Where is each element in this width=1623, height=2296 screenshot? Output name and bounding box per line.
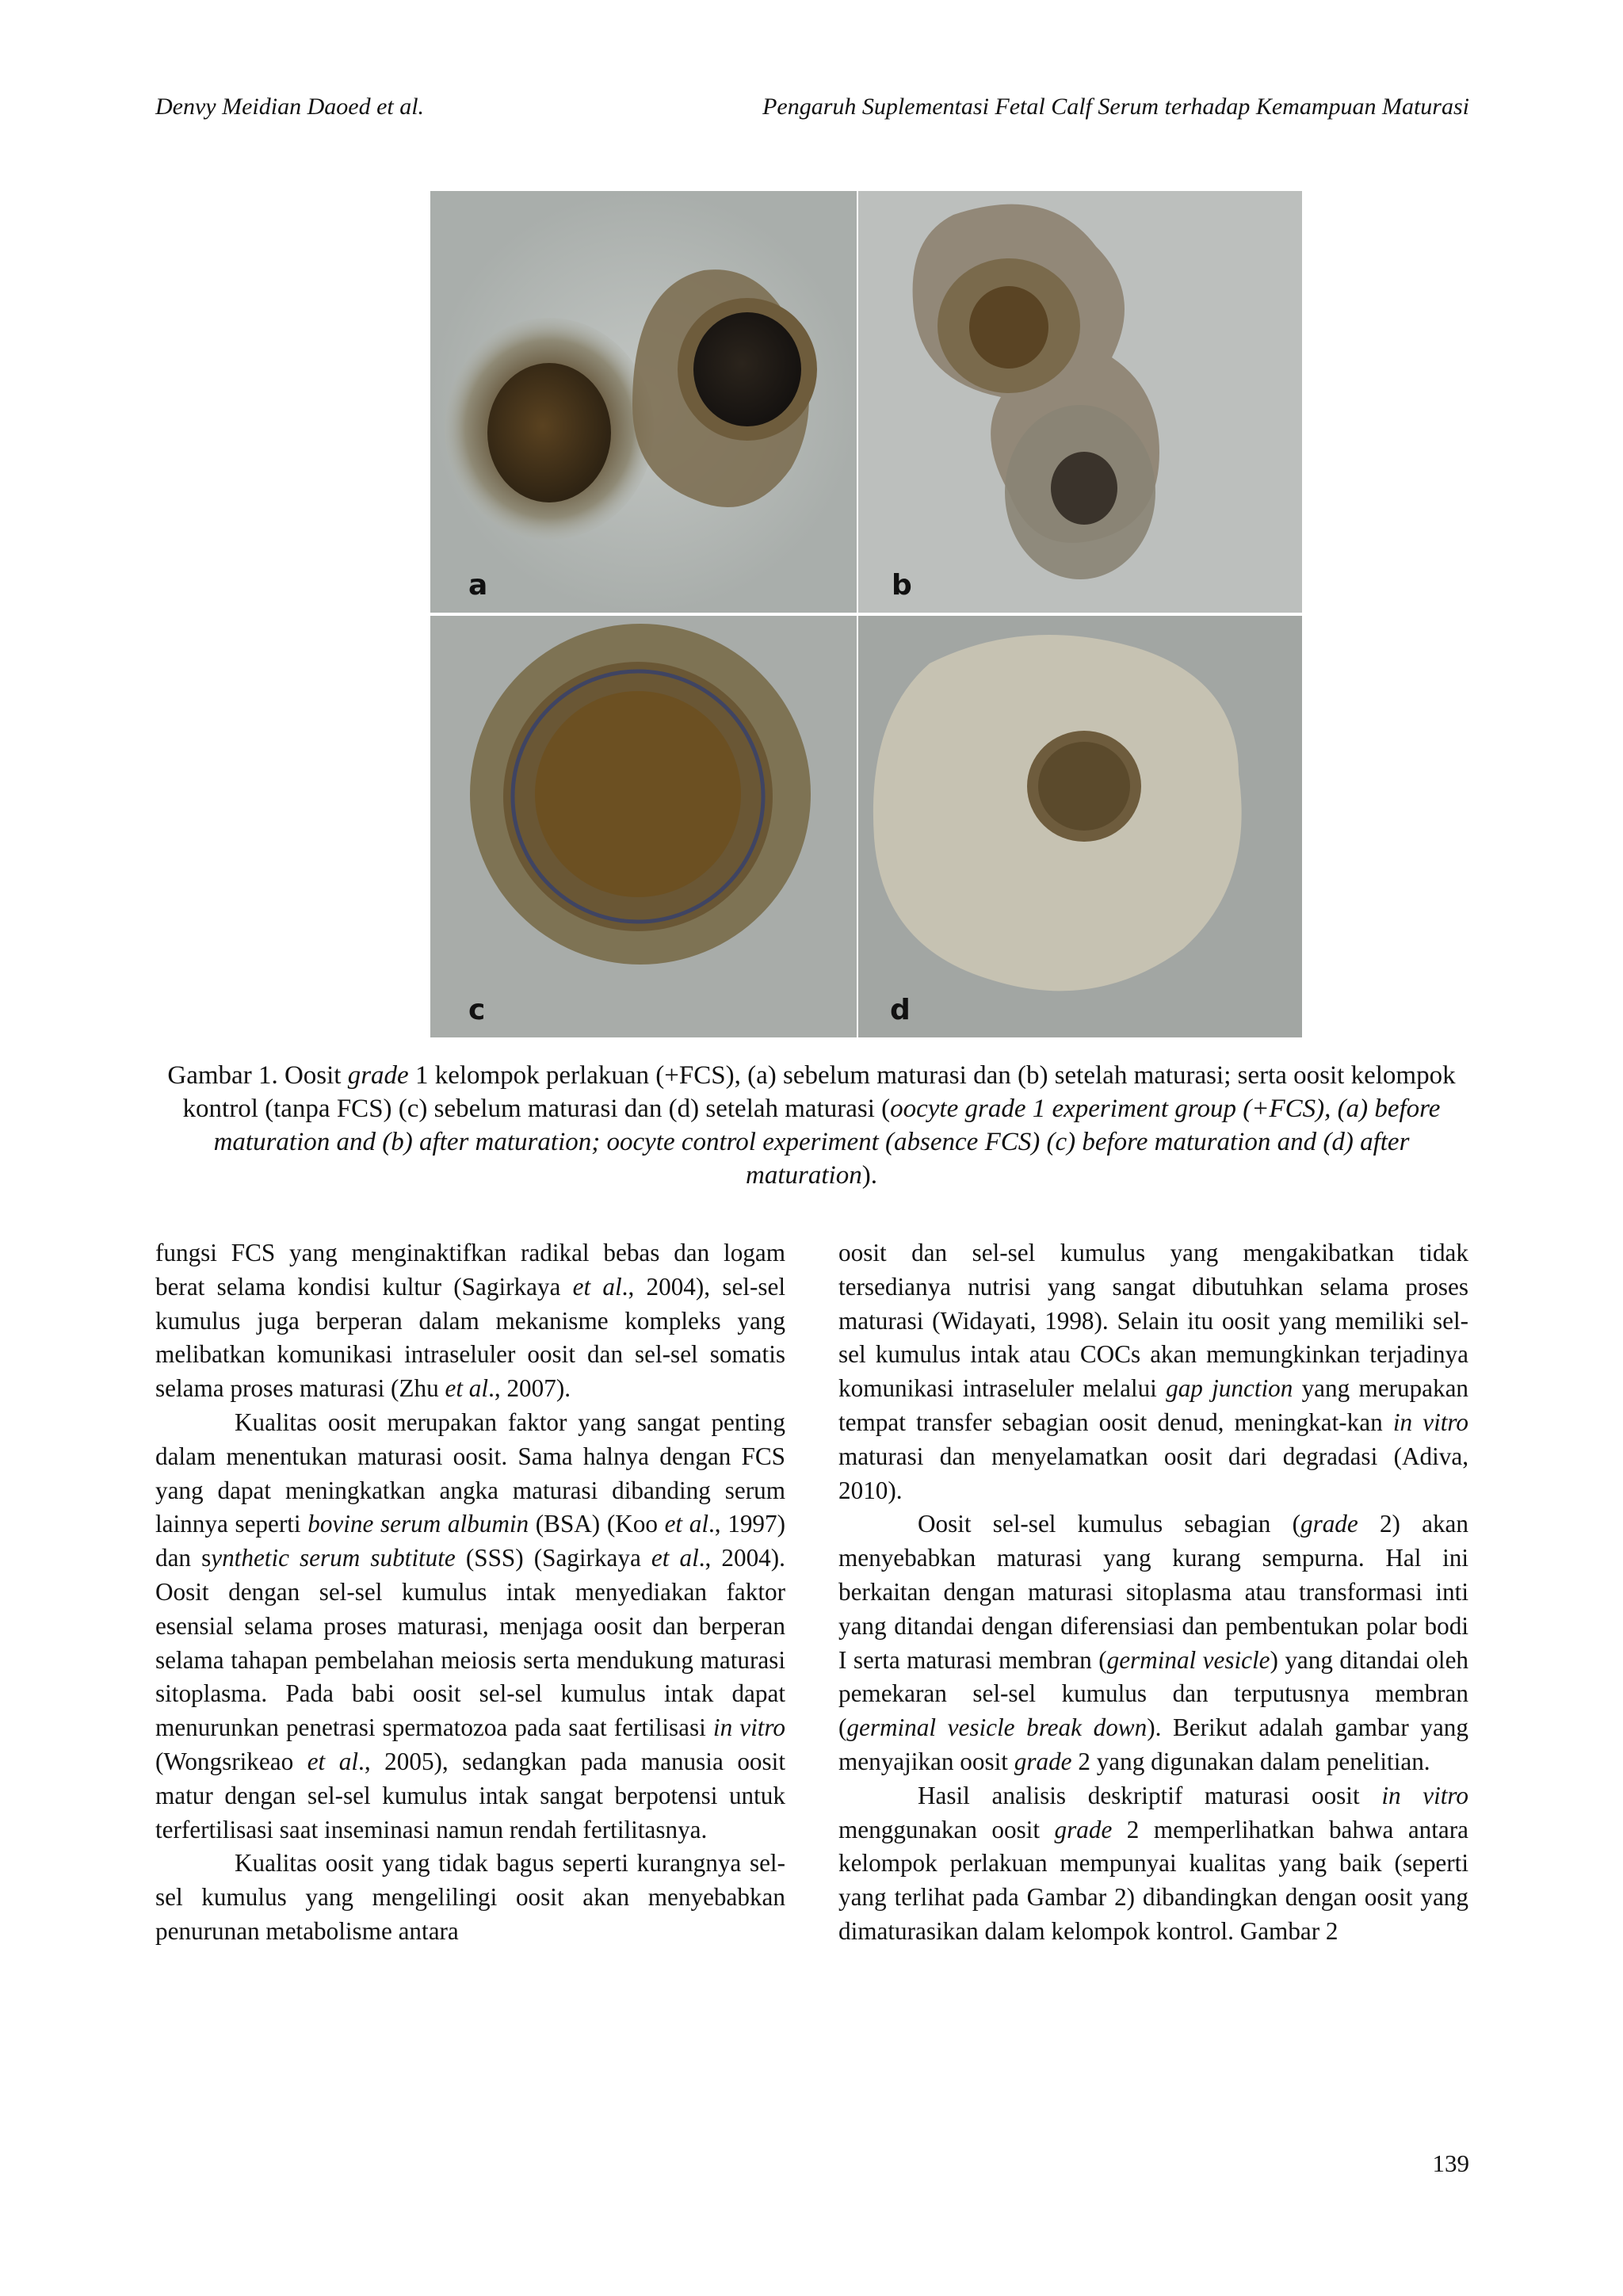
micrograph-panel-b: [858, 191, 1302, 613]
caption-italic: grade: [347, 1061, 409, 1090]
right-text-column: [838, 1236, 1468, 1949]
paragraph: fungsi FCS yang menginaktifkan radikal bebas dan logam berat selama kondisi kultur (Sagirkaya et al., 2004), sel-sel kumulus juga berperan dalam mekanisme kompleks yang melibatkan komunikasi intraseluler oosit dan sel-sel somatis selama proses maturasi (Zhu et al., 2007).: [155, 1239, 785, 1403]
micrograph-panel-d: [858, 616, 1302, 1037]
caption-text: 1 kelompok perlakuan (+FCS), (a) sebelum maturasi dan (b) setelah maturasi; serta oosit kelompok kontrol (tanpa FCS) (c) sebelum maturasi dan (d) setelah maturasi (: [182, 1061, 1456, 1123]
panel-label-c: c: [468, 994, 486, 1026]
figure-micrographs: [430, 191, 1302, 1037]
caption-text: ).: [861, 1161, 877, 1190]
panel-label-b: b: [892, 569, 912, 602]
figure-caption: [155, 1059, 1468, 1192]
micrograph-d-image: [858, 616, 1302, 1037]
left-text-column: [155, 1236, 785, 1949]
paragraph: Hasil analisis deskriptif maturasi oosit in vitro menggunakan oosit grade 2 memperlihatkan bahwa antara kelompok perlakuan mempunyai kualitas yang baik (seperti yang terlihat pada Gambar 2) dibandingkan dengan oosit yang dimaturasikan dalam kelompok kontrol. Gambar 2: [838, 1781, 1468, 1945]
paragraph: Kualitas oosit merupakan faktor yang sangat penting dalam menentukan maturasi oosit. Sama halnya dengan FCS yang dapat meningkatkan angka maturasi dibanding serum lainnya seperti bovine serum albumin (BSA) (Koo et al., 1997) dan synthetic serum subtitute (SSS) (Sagirkaya et al., 2004). Oosit dengan sel-sel kumulus intak menyediakan faktor esensial selama proses maturasi, menjaga oosit dan berperan selama tahapan pembelahan meiosis serta mendukung maturasi sitoplasma. Pada babi oosit sel-sel kumulus intak dapat menurunkan penetrasi spermatozoa pada saat fertilisasi in vitro (Wongsrikeao et al., 2005), sedangkan pada manusia oosit matur dengan sel-sel kumulus intak sangat berpotensi untuk terfertilisasi saat inseminasi namun rendah fertilitasnya.: [155, 1408, 785, 1843]
micrograph-a-image: [430, 191, 857, 613]
micrograph-c-image: [430, 616, 857, 1037]
paragraph: Kualitas oosit yang tidak bagus seperti kurangnya sel-sel kumulus yang mengelilingi oosit akan menyebabkan penurunan metabolisme antara: [155, 1849, 785, 1945]
running-header-authors: Denvy Meidian Daoed et al.: [155, 94, 425, 120]
micrograph-b-image: [858, 191, 1302, 613]
paragraph: oosit dan sel-sel kumulus yang mengakibatkan tidak tersedianya nutrisi yang sangat dibutuhkan selama proses maturasi (Widayati, 1998). Selain itu oosit yang memiliki sel-sel kumulus intak atau COCs akan memungkinkan terjadinya komunikasi intraseluler melalui gap junction yang merupakan tempat transfer sebagian oosit denud, meningkat-kan in vitro maturasi dan menyelamatkan oosit dari degradasi (Adiva, 2010).: [838, 1239, 1469, 1504]
page-number: 139: [1432, 2149, 1469, 2177]
micrograph-panel-a: [430, 191, 857, 613]
running-header-title: Pengaruh Suplementasi Fetal Calf Serum terhadap Kemampuan Maturasi: [762, 94, 1469, 120]
micrograph-panel-c: [430, 616, 857, 1037]
panel-label-d: d: [890, 994, 911, 1026]
paragraph: Oosit sel-sel kumulus sebagian (grade 2) akan menyebabkan maturasi yang kurang sempurna. Hal ini berkaitan dengan maturasi sitoplasma atau transformasi inti yang ditandai dengan diferensiasi dan pembentukan polar bodi I serta maturasi membran (germinal vesicle) yang ditandai oleh pemekaran sel-sel kumulus dan terputusnya membran (germinal vesicle break down). Berikut adalah gambar yang menyajikan oosit grade 2 yang digunakan dalam penelitian.: [838, 1510, 1469, 1775]
caption-text: Gambar 1. Oosit: [167, 1061, 348, 1090]
caption-italic-english: oocyte grade 1 experiment group (+FCS), (a) before maturation and (b) after maturation; oocyte control experiment (absence FCS) (c) before maturation and (d) after maturation: [213, 1095, 1441, 1190]
panel-label-a: a: [468, 569, 488, 602]
